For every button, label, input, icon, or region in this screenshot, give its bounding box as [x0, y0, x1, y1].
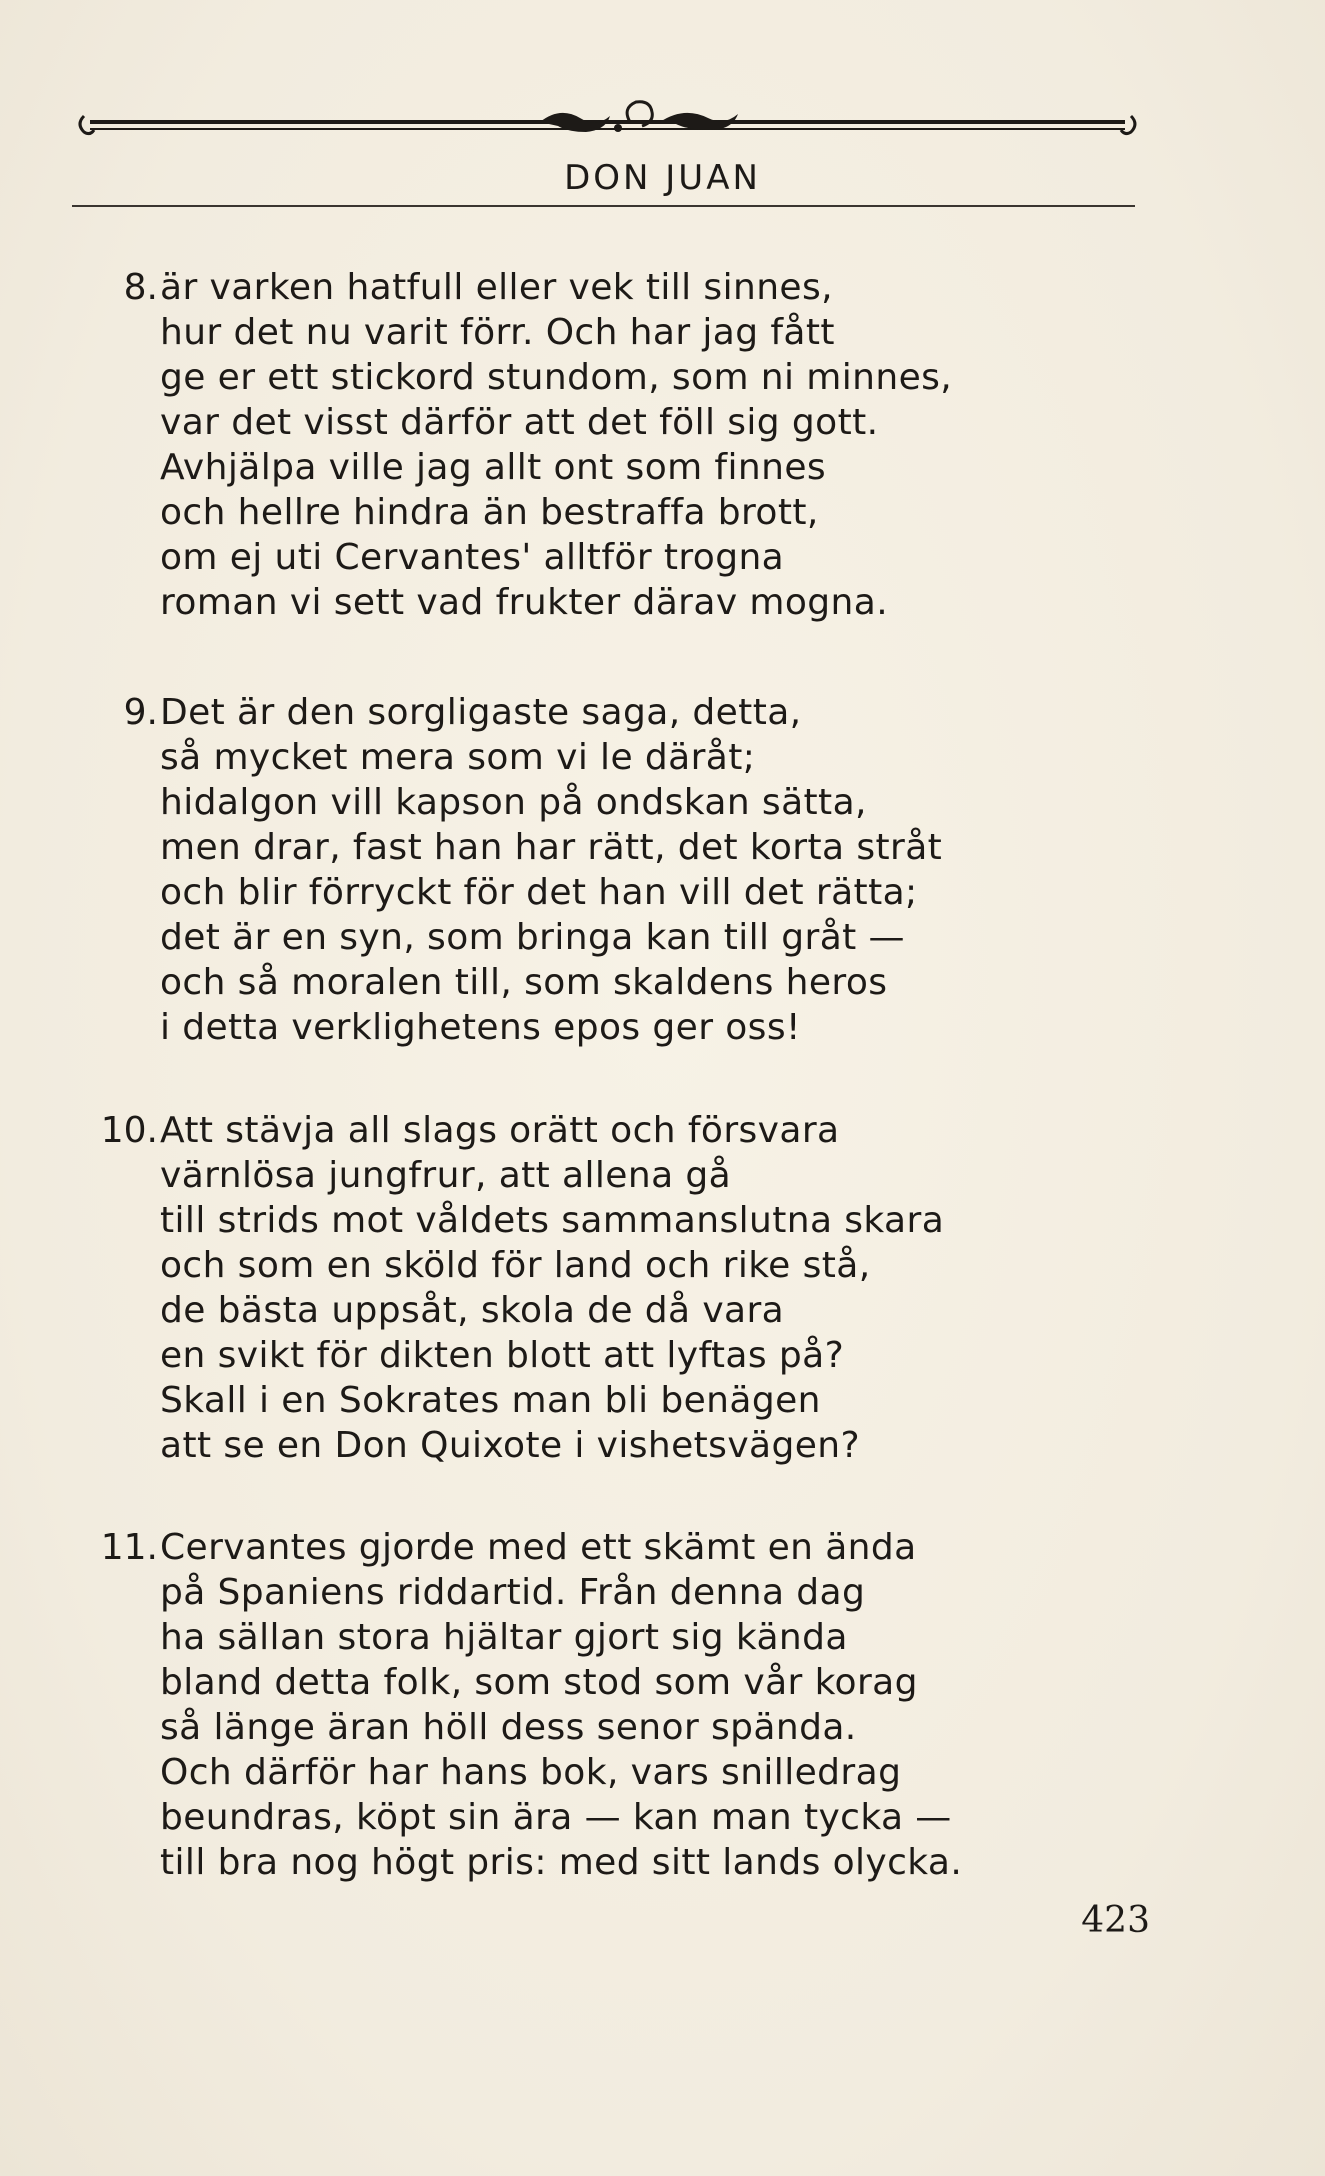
verse-line: Och därför har hans bok, vars snilledrag: [160, 1752, 902, 1793]
verse-line: hur det nu varit förr. Och har jag fått: [160, 312, 835, 353]
verse-line: är varken hatfull eller vek till sinnes,: [160, 267, 833, 308]
verse-line: Skall i en Sokrates man bli benägen: [160, 1380, 821, 1421]
verse-line: Det är den sorgligaste saga, detta,: [160, 692, 802, 733]
stanza-number: 11.: [100, 1527, 158, 1568]
verse-line: Att stävja all slags orätt och försvara: [160, 1110, 840, 1151]
stanza-number: 10.: [100, 1110, 158, 1151]
verse-line: en svikt för dikten blott att lyftas på?: [160, 1335, 845, 1376]
stanza-8: [123, 265, 1160, 625]
stanza-10: [100, 1108, 1160, 1468]
verse-line: så mycket mera som vi le däråt;: [160, 737, 756, 778]
verse-line: de bästa uppsåt, skola de då vara: [160, 1290, 785, 1331]
verse-line: i detta verklighetens epos ger oss!: [160, 1007, 801, 1048]
verse-line: Cervantes gjorde med ett skämt en ända: [160, 1527, 917, 1568]
verse-line: bland detta folk, som stod som vår korag: [160, 1662, 918, 1703]
verse-line: roman vi sett vad frukter därav mogna.: [160, 582, 889, 623]
verse-line: och så moralen till, som skaldens heros: [160, 962, 888, 1003]
verse-line: ha sällan stora hjältar gjort sig kända: [160, 1617, 848, 1658]
verse-line: det är en syn, som bringa kan till gråt —: [160, 917, 905, 958]
verse-line: ge er ett stickord stundom, som ni minnes,: [160, 357, 953, 398]
verse-line: på Spaniens riddartid. Från denna dag: [160, 1572, 866, 1613]
ornamental-border-icon: [70, 98, 1145, 154]
verse-line: beundras, köpt sin ära — kan man tycka —: [160, 1797, 952, 1838]
verse-line: och blir förryckt för det han vill det rätta;: [160, 872, 918, 913]
verse-line: att se en Don Quixote i vishetsvägen?: [160, 1425, 861, 1466]
stanza-number: 9.: [123, 692, 158, 733]
verse-line: till strids mot våldets sammanslutna skara: [160, 1200, 945, 1241]
stanza-number: 8.: [123, 267, 158, 308]
verse-line: så länge äran höll dess senor spända.: [160, 1707, 857, 1748]
page-number: 423: [1081, 1900, 1150, 1941]
running-head: DON JUAN: [564, 158, 761, 198]
verse-line: om ej uti Cervantes' alltför trogna: [160, 537, 785, 578]
verse-line: var det visst därför att det föll sig gott.: [160, 402, 879, 443]
stanza-11: [100, 1525, 1160, 1885]
header-rule: [72, 205, 1135, 207]
verse-line: hidalgon vill kapson på ondskan sätta,: [160, 782, 867, 823]
verse-line: värnlösa jungfrur, att allena gå: [160, 1155, 732, 1196]
verse-line: Avhjälpa ville jag allt ont som finnes: [160, 447, 827, 488]
verse-line: och hellre hindra än bestraffa brott,: [160, 492, 819, 533]
verse-line: och som en sköld för land och rike stå,: [160, 1245, 871, 1286]
verse-line: men drar, fast han har rätt, det korta stråt: [160, 827, 943, 868]
stanza-9: [123, 690, 1160, 1050]
verse-line: till bra nog högt pris: med sitt lands olycka.: [160, 1842, 963, 1883]
